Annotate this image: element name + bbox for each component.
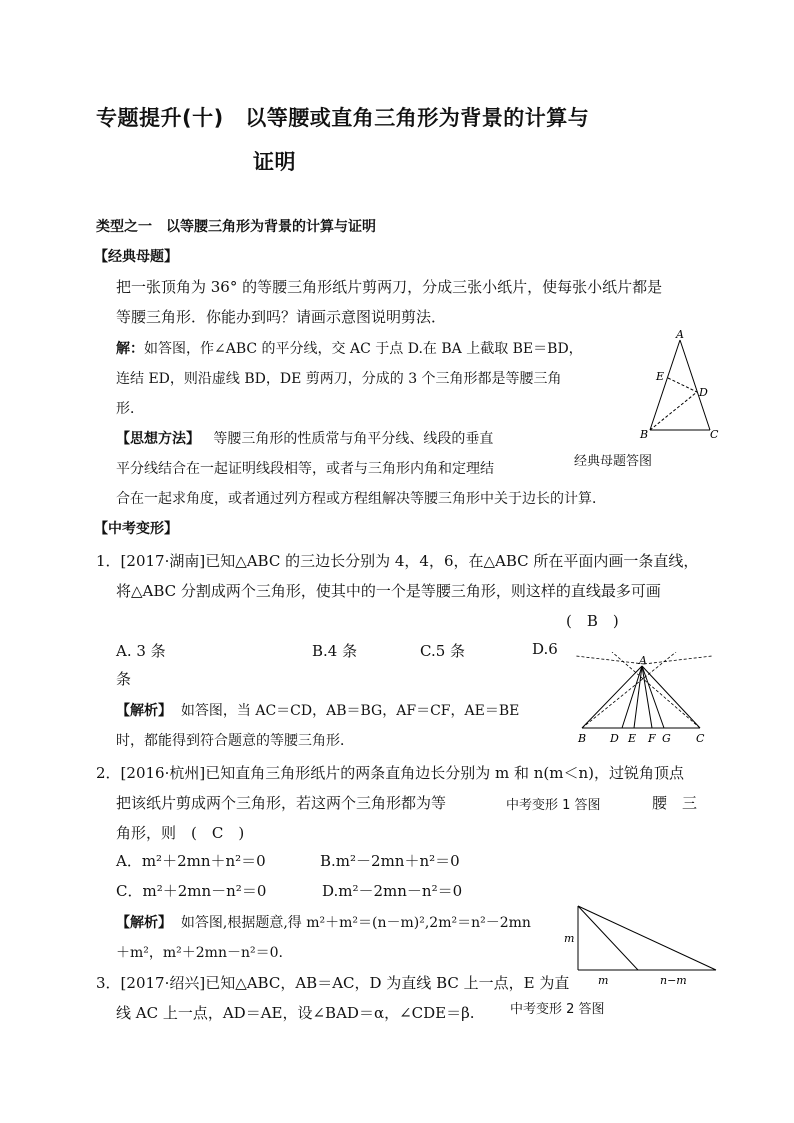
q2-figure-caption: 中考变形 2 答图 (510, 1002, 605, 1017)
q1-option-b: B.4 条 (312, 642, 358, 660)
classic-solution-line1 (116, 338, 583, 358)
q1-line1: 1．[2017·湖南]已知△ABC 的三边长分别为 4，4，6，在△ABC 所在平面内画一条直线， (96, 552, 699, 570)
label-D: D (699, 386, 708, 399)
q1-figure-caption: 中考变形 1 答图 (506, 798, 601, 813)
solution-label: 解： (116, 341, 144, 357)
q1-answer: ( B ) (566, 612, 619, 630)
label-C: C (710, 428, 719, 441)
q3-line1: 3．[2017·绍兴]已知△ABC，AB＝AC，D 为直线 BC 上一点，E 为直 (96, 974, 570, 992)
q2-option-c: C．m²＋2mn－n²＝0 (116, 882, 267, 900)
q1-label-B: B (578, 732, 587, 745)
q1-label-C: C (696, 732, 705, 745)
solution-text-1: 如答图，作∠ABC 的平分线，交 AC 于点 D.在 BA 上截取 BE＝BD， (144, 341, 583, 357)
q2-line1: 2．[2016·杭州]已知直角三角形纸片的两条直角边长分别为 m 和 n(m＜n)，过锐角顶点 (96, 764, 684, 782)
q2-figure (560, 902, 724, 992)
q2-analysis-line2: ＋m²，m²＋2mn－n²＝0. (116, 945, 283, 961)
q1-analysis-label: 【解析】 (116, 703, 172, 719)
method-text-1: 等腰三角形的性质常与角平分线、线段的垂直 (213, 431, 494, 447)
q2-analysis-line1 (116, 912, 531, 932)
classic-figure-caption: 经典母题答图 (574, 454, 653, 469)
classic-problem-line1: 把一张顶角为 36° 的等腰三角形纸片剪两刀，分成三张小纸片，使每张小纸片都是 (116, 278, 663, 296)
q1-label-F: F (648, 732, 656, 745)
label-A: A (676, 330, 684, 341)
label-B: B (640, 428, 649, 441)
q1-label-E: E (628, 732, 637, 745)
exam-variant-label: 【中考变形】 (94, 521, 178, 537)
page-title-line2: 证明 (253, 150, 296, 174)
q2-option-a: A．m²＋2mn＋n²＝0 (116, 852, 266, 870)
q1-option-d: D.6 (532, 640, 558, 658)
q1-figure (572, 652, 720, 746)
classic-solution-line2: 连结 ED，则沿虚线 BD，DE 剪两刀，分成的 3 个三角形都是等腰三角 (116, 371, 562, 387)
classic-problem-label: 【经典母题】 (94, 249, 178, 265)
section-heading-type1: 类型之一 以等腰三角形为背景的计算与证明 (96, 219, 376, 235)
classic-solution-line3: 形． (116, 401, 144, 417)
q2-option-d: D.m²－2mn－n²＝0 (322, 882, 463, 900)
q1-label-G: G (662, 732, 671, 745)
q2-label-m-left: m (564, 932, 575, 945)
q1-option-a: A. 3 条 (116, 642, 166, 660)
q2-analysis-text-1: 如答图,根据题意,得 m²＋m²＝(n－m)²,2m²＝n²－2mn (180, 915, 531, 931)
q1-label-A: A (639, 654, 647, 667)
q2-label-m-bottom: m (598, 974, 609, 987)
q1-analysis-line2: 时，都能得到符合题意的等腰三角形． (116, 733, 354, 749)
method-line3: 合在一起求角度，或者通过列方程或方程组解决等腰三角形中关于边长的计算． (116, 491, 606, 507)
q2-line2b: 腰 三 (652, 794, 698, 812)
q1-line2: 将△ABC 分割成两个三角形，使其中的一个是等腰三角形，则这样的直线最多可画 (116, 582, 661, 600)
page-title-line1: 专题提升(十) 以等腰或直角三角形为背景的计算与 (96, 106, 590, 130)
q1-option-d-cont: 条 (116, 670, 132, 688)
q1-label-D: D (610, 732, 619, 745)
q2-option-b: B.m²－2mn＋n²＝0 (320, 852, 460, 870)
q3-line2: 线 AC 上一点，AD＝AE，设∠BAD＝α，∠CDE＝β. (116, 1004, 475, 1022)
label-E: E (656, 370, 665, 383)
q2-line3: 角形，则 ( C ) (116, 824, 245, 842)
method-label: 【思想方法】 (116, 431, 200, 447)
method-line2: 平分线结合在一起证明线段相等，或者与三角形内角和定理结 (116, 461, 494, 477)
classic-problem-line2: 等腰三角形．你能办到吗？请画示意图说明剪法． (116, 308, 447, 326)
q1-analysis-text-1: 如答图，当 AC＝CD，AB＝BG，AF＝CF，AE＝BE (180, 703, 520, 719)
q2-line2a: 把该纸片剪成两个三角形，若这两个三角形都为等 (116, 794, 447, 812)
classic-triangle-figure (630, 330, 730, 442)
q2-analysis-label: 【解析】 (116, 915, 172, 931)
q2-label-n-minus-m: n−m (660, 974, 687, 987)
q1-analysis-line1 (116, 700, 519, 720)
method-line1 (116, 428, 493, 448)
q1-option-c: C.5 条 (420, 642, 466, 660)
